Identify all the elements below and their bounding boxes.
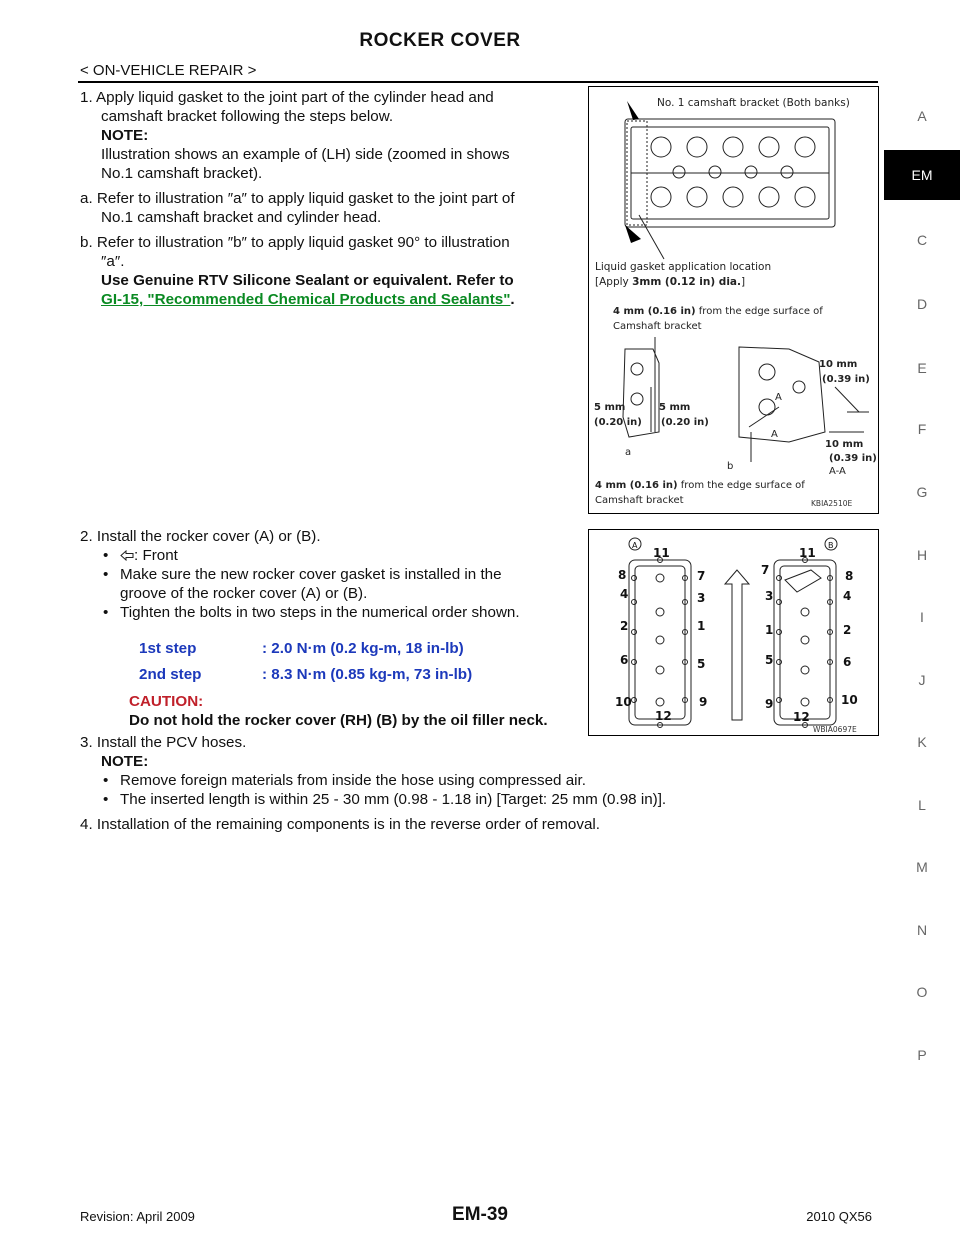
step-3-note-label: NOTE: — [101, 753, 149, 770]
fig1-label-a2: A — [771, 429, 778, 440]
fig1-top-dim: 4 mm (0.16 in) from the edge surface of — [613, 306, 823, 317]
index-f[interactable]: F — [917, 421, 927, 437]
bolt-a-6: 6 — [620, 653, 629, 667]
bolt-b-2: 2 — [843, 623, 852, 637]
index-g[interactable]: G — [916, 484, 928, 500]
bolt-a-8: 8 — [618, 568, 627, 582]
front-arrow-large-icon — [725, 570, 749, 720]
bolt-a-11: 11 — [653, 546, 670, 560]
fig1-dim-5b2: (0.20 in) — [661, 417, 709, 428]
step-4-line: 4. Installation of the remaining components is in the reverse order of removal. — [80, 816, 601, 833]
fig1-top-dim-2: Camshaft bracket — [613, 321, 702, 332]
index-o[interactable]: O — [916, 984, 928, 1000]
fig1-label-a1: A — [775, 392, 782, 403]
index-c[interactable]: C — [916, 232, 928, 248]
bolt-a-3: 3 — [697, 591, 706, 605]
index-n[interactable]: N — [916, 922, 928, 938]
footer-revision: Revision: April 2009 — [80, 1209, 195, 1224]
note-line1: Illustration shows an example of (LH) side (zoomed in shows — [101, 146, 510, 163]
bolt-b-4: 4 — [843, 589, 852, 603]
substep-a-line1: a. Refer to illustration ″a″ to apply liquid gasket to the joint part of — [80, 190, 515, 207]
fig1-dim-10b: 10 mm — [825, 439, 864, 450]
bolt-a-1: 1 — [697, 619, 706, 633]
footer-page-number: EM-39 — [452, 1204, 508, 1225]
bolt-a-4: 4 — [620, 587, 629, 601]
index-l[interactable]: L — [918, 797, 926, 813]
bolt-b-5: 5 — [765, 653, 774, 667]
index-em-active[interactable] — [884, 150, 960, 200]
torque-1-label: 1st step — [139, 640, 197, 657]
bolt-b-6: 6 — [843, 655, 852, 669]
fig1-bottom-dim-2: Camshaft bracket — [595, 495, 684, 506]
front-label: : Front — [134, 547, 178, 564]
index-p[interactable]: P — [917, 1047, 927, 1063]
fig1-location: Liquid gasket application location — [595, 261, 772, 273]
torque-1-value: : 2.0 N·m (0.2 kg-m, 18 in-lb) — [262, 640, 464, 657]
index-e[interactable]: E — [917, 360, 927, 376]
step-3-bullet-2: • The inserted length is within 25 - 30 mm (0.98 - 1.18 in) [Target: 25 mm (0.98 in)]. — [80, 790, 880, 809]
caution-label: CAUTION: — [129, 693, 204, 710]
front-arrow-icon — [120, 550, 134, 561]
reference-link[interactable]: GI-15, "Recommended Chemical Products and Sealants" — [101, 291, 511, 308]
fig1-title: No. 1 camshaft bracket (Both banks) — [657, 97, 850, 109]
fig1-bottom-dim: 4 mm (0.16 in) from the edge surface of — [595, 480, 805, 491]
note-label: NOTE: — [101, 127, 149, 144]
index-em-label: EM — [911, 167, 933, 183]
cover-b-label: B — [828, 541, 834, 550]
step-3-bullet-1: • Remove foreign materials from inside the hose using compressed air. — [80, 771, 880, 790]
breadcrumb: < ON-VEHICLE REPAIR > — [80, 62, 257, 79]
step-2 — [80, 527, 580, 622]
bolt-b-10: 10 — [841, 693, 858, 707]
bolt-a-7: 7 — [697, 569, 706, 583]
gasket-diagram — [589, 87, 878, 513]
figure-gasket-application — [588, 86, 879, 514]
fig1-dim-10a2: (0.39 in) — [822, 374, 870, 385]
substep-b-line2: ″a″. — [101, 253, 125, 270]
index-h[interactable]: H — [916, 547, 928, 563]
step-1 — [80, 88, 578, 309]
index-k[interactable]: K — [917, 734, 927, 750]
step-1-line1: 1. Apply liquid gasket to the joint part of the cylinder head and — [80, 89, 494, 106]
substep-a-line2: No.1 camshaft bracket and cylinder head. — [101, 209, 382, 226]
step-2-line: 2. Install the rocker cover (A) or (B). — [80, 528, 321, 545]
substep-b-line1: b. Refer to illustration ″b″ to apply liquid gasket 90° to illustration — [80, 234, 510, 251]
cover-a-label: A — [632, 541, 638, 550]
sealant-reference — [80, 290, 578, 309]
bolt-a-9: 9 — [699, 695, 708, 709]
step-1-line2: camshaft bracket following the steps below. — [101, 108, 394, 125]
index-a[interactable]: A — [917, 108, 927, 124]
front-indicator — [80, 546, 580, 565]
torque-2-value: : 8.3 N·m (0.85 kg-m, 73 in-lb) — [262, 666, 473, 683]
bolt-b-9: 9 — [765, 697, 774, 711]
fig2-code: WBIA0697E — [813, 725, 857, 734]
fig1-dim-5b: 5 mm — [659, 402, 691, 413]
bullet-tighten: • Tighten the bolts in two steps in the numerical order shown. — [80, 603, 580, 622]
fig1-dim-10b2: (0.39 in) — [829, 453, 877, 464]
bolt-b-11: 11 — [799, 546, 816, 560]
reference-link-end: . — [510, 291, 515, 308]
fig1-dim-5a2: (0.20 in) — [594, 417, 642, 428]
index-d[interactable]: D — [916, 296, 928, 312]
bolt-a-5: 5 — [697, 657, 706, 671]
fig1-label-b: b — [727, 461, 734, 472]
bolt-a-12: 12 — [655, 709, 672, 723]
fig1-label-a: a — [625, 447, 632, 458]
bolt-b-8: 8 — [845, 569, 854, 583]
index-i[interactable]: I — [920, 609, 924, 625]
figure-bolt-order — [588, 529, 879, 736]
fig1-code: KBIA2510E — [811, 499, 853, 508]
bullet-gasket-1: • Make sure the new rocker cover gasket is installed in the — [80, 565, 580, 584]
bolt-b-12: 12 — [793, 710, 810, 724]
fig1-section-aa: A-A — [829, 466, 846, 477]
fig1-dim-10a: 10 mm — [819, 359, 858, 370]
bolt-b-1: 1 — [765, 623, 774, 637]
bullet-gasket-2: groove of the rocker cover (A) or (B). — [120, 585, 368, 602]
step-3-line: 3. Install the PCV hoses. — [80, 734, 247, 751]
bolt-a-2: 2 — [620, 619, 629, 633]
footer-model: 2010 QX56 — [806, 1209, 872, 1224]
bolt-a-10: 10 — [615, 695, 632, 709]
caution-text: Do not hold the rocker cover (RH) (B) by the oil filler neck. — [129, 712, 548, 729]
bolt-b-3: 3 — [765, 589, 774, 603]
index-j[interactable]: J — [918, 672, 926, 688]
page-title: ROCKER COVER — [359, 30, 521, 51]
sealant-instruction: Use Genuine RTV Silicone Sealant or equivalent. Refer to — [101, 272, 514, 289]
section-index — [884, 80, 960, 1070]
bolt-order-diagram — [589, 530, 878, 735]
caution-block — [129, 692, 589, 730]
torque-2-label: 2nd step — [139, 666, 202, 683]
note-line2: No.1 camshaft bracket). — [101, 165, 263, 182]
index-m[interactable]: M — [916, 859, 928, 875]
fig1-location-dia: [Apply 3mm (0.12 in) dia.] — [595, 276, 746, 288]
bolt-b-7: 7 — [761, 563, 770, 577]
fig1-dim-5a: 5 mm — [594, 402, 626, 413]
step-3 — [80, 733, 880, 834]
header-rule — [78, 81, 878, 83]
